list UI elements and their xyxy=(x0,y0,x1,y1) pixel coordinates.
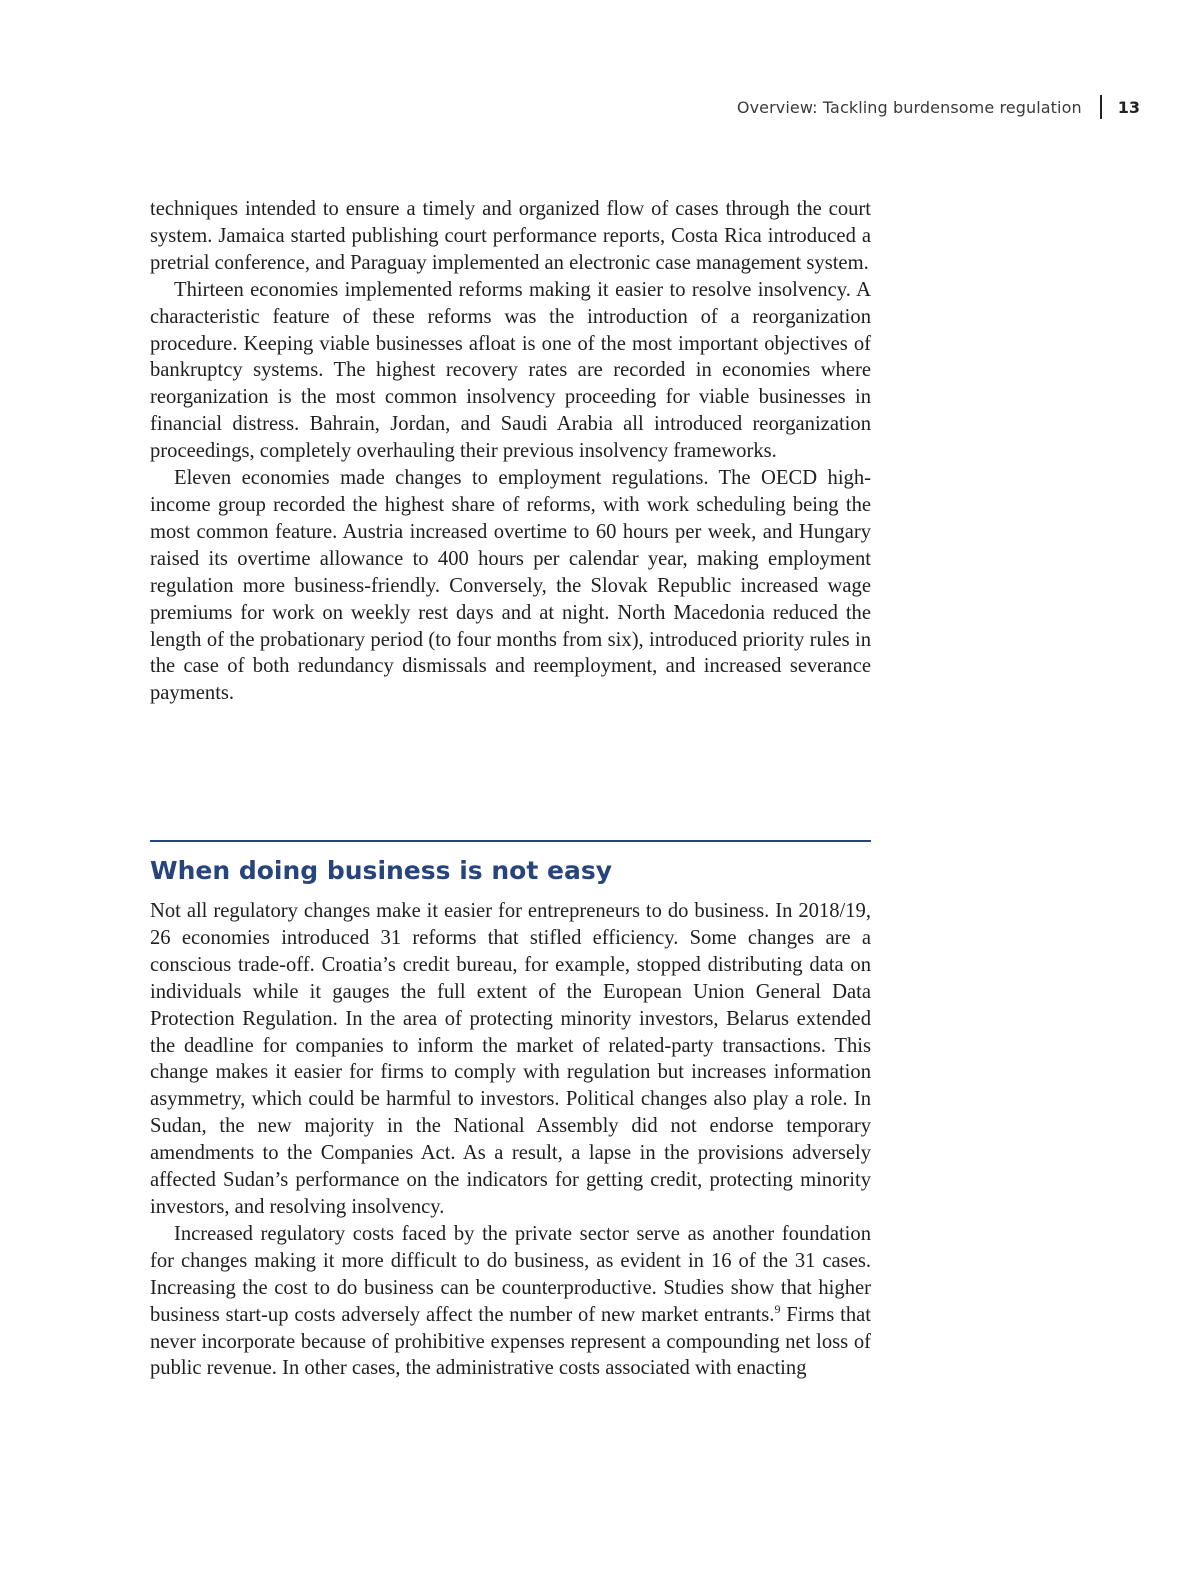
section-heading: When doing business is not easy xyxy=(150,856,613,885)
page-number: 13 xyxy=(1117,97,1140,117)
paragraph-text-after-footnote: Firms that never incorporate because of prohibitive expenses represent a compounding net loss of public revenue. In other cases, the administrative costs associated with enacting xyxy=(150,1303,872,1380)
paragraph-continued: techniques intended to ensure a timely and organized flow of cases through the court system. Jamaica started publishing court performance reports, Costa Rica introduced a pretrial conference, and Paraguay implemented an electronic case management system. xyxy=(150,198,871,274)
paragraph-employment: Eleven economies made changes to employment regulations. The OECD high-income group recorded the highest share of reforms, with work scheduling being the most common feature. Austria increased overtime to 60 hours per week, and Hungary raised its overtime allowance to 400 hours per calendar year, making employment regulation more business-friendly. Conversely, the Slovak Republic increased wage premiums for work on weekly rest days and at night. North Macedonia reduced the length of the probationary period (to four months from six), introduced priority rules in the case of both redundancy dismissals and reemployment, and increased severance payments. xyxy=(150,467,871,705)
paragraph-regulatory-changes: Not all regulatory changes make it easier for entrepreneurs to do business. In 2018/19, 26 economies introduced 31 reforms that stifled efficiency. Some changes are a conscious trade-off. Croatia’s credit bureau, for example, stopped distributing data on individuals while it gauges the full extent of the European Union General Data Protection Regulation. In the area of protecting minority investors, Belarus extended the deadline for companies to inform the market of related-party transactions. This change makes it easier for firms to comply with regulation but increases information asymmetry, which could be harmful to investors. Political changes also play a role. In Sudan, the new majority in the National Assembly did not endorse temporary amendments to the Companies Act. As a result, a lapse in the provisions adversely affected Sudan’s performance on the indicators for getting credit, protecting minority investors, and resolving insolvency. xyxy=(150,900,871,1218)
header-divider xyxy=(1100,95,1102,119)
section-not-easy xyxy=(150,840,871,1382)
running-header xyxy=(737,94,1140,120)
section-body xyxy=(150,898,871,1382)
section-divider xyxy=(150,840,871,842)
body-text xyxy=(150,196,871,707)
paragraph-text-before-footnote: Increased regulatory costs faced by the private sector serve as another foundation for changes making it more difficult to do business, as evident in 16 of the 31 cases. Increasing the cost to do business can be counterproductive. Studies show that higher business start-up costs adversely affect the number of new market entrants. xyxy=(150,1222,871,1326)
paragraph-regulatory-costs xyxy=(150,1221,871,1382)
running-title: Overview: Tackling burdensome regulation xyxy=(736,97,1082,117)
paragraph-insolvency: Thirteen economies implemented reforms making it easier to resolve insolvency. A characteristic feature of these reforms was the introduction of a reorganization procedure. Keeping viable businesses afloat is one of the most important objectives of bankruptcy systems. The highest recovery rates are recorded in economies where reorganization is the most common insolvency proceeding for viable businesses in financial distress. Bahrain, Jordan, and Saudi Arabia all introduced reorganization proceedings, completely overhauling their previous insolvency frameworks. xyxy=(150,278,871,463)
footnote-reference[interactable]: 9 xyxy=(774,1301,781,1316)
